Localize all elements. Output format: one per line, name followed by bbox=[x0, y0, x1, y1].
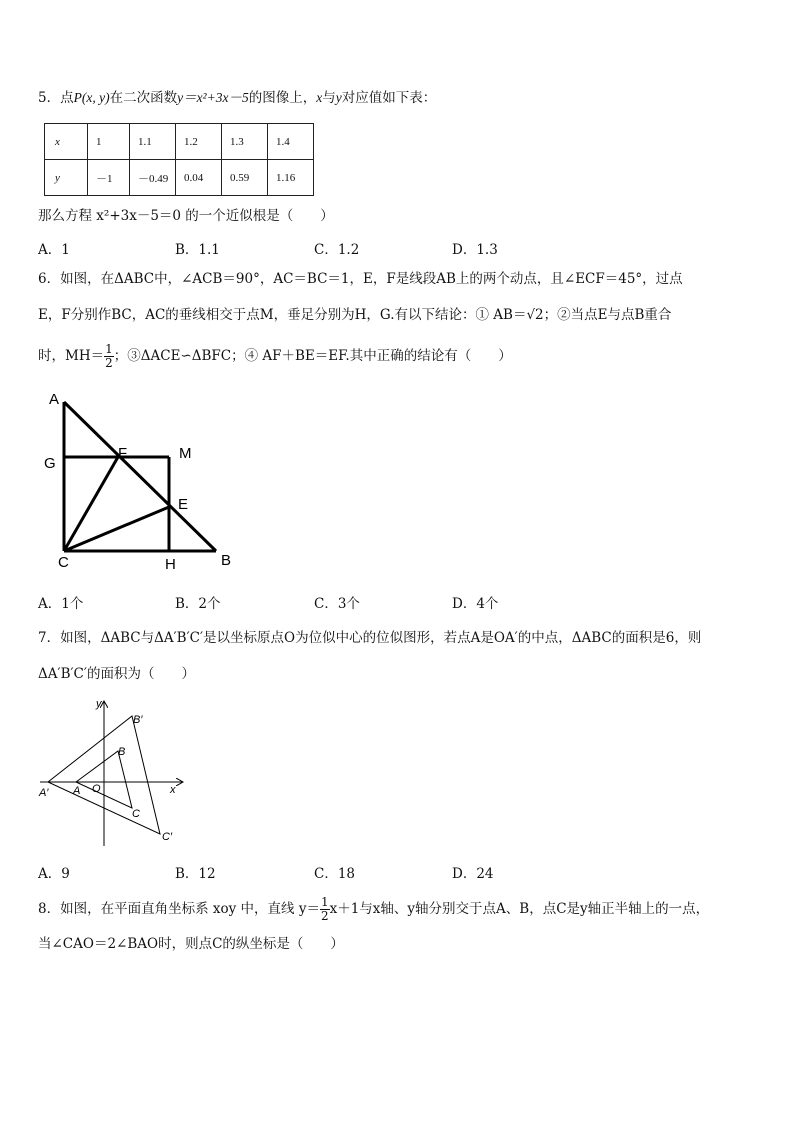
segment-cf bbox=[64, 457, 118, 551]
q7-stem-line1: 7．如图，ΔABC与ΔA′B′C′是以坐标原点O为位似中心的位似图形，若点A是OA′的中点，ΔABC的面积是6，则 bbox=[38, 630, 702, 646]
q5-stem: 5．点P(x, y)在二次函数y＝x²+3x－5的图像上，x与y对应值如下表： bbox=[38, 90, 437, 106]
q7-options bbox=[38, 862, 738, 882]
q6-stem-line1: 6．如图，在ΔABC中，∠ACB＝90°，AC＝BC＝1，E，F是线段AB上的两个动点，且∠ECF＝45°，过点 bbox=[38, 271, 683, 287]
q5-question: 那么方程 x²+3x－5＝0 的一个近似根是（ ） bbox=[38, 208, 334, 224]
option-c[interactable]: C．18 bbox=[314, 866, 356, 882]
label-b: B bbox=[118, 746, 126, 758]
q8-stem-line2: 当∠CAO＝2∠BAO时，则点C的纵坐标是（ ） bbox=[38, 936, 344, 952]
label-f: F bbox=[118, 445, 128, 462]
label-y: y bbox=[96, 698, 102, 710]
label-b: B bbox=[221, 552, 232, 569]
q5-options bbox=[38, 238, 738, 258]
label-g: G bbox=[44, 455, 56, 472]
table-row: y －1 －0.49 0.04 0.59 1.16 bbox=[45, 160, 314, 196]
label-a-prime: A′ bbox=[39, 787, 49, 799]
q6-options bbox=[38, 592, 738, 612]
option-b[interactable]: B．2个 bbox=[175, 596, 221, 612]
label-o: O bbox=[92, 783, 101, 795]
label-e: E bbox=[178, 496, 189, 513]
q8-stem-line1: 8．如图，在平面直角坐标系 xoy 中，直线 y＝ $\frac{1}{2}$ x＋1与x轴、y轴分别交于点A、B，点C是y轴正半轴上的一点， bbox=[38, 895, 710, 923]
label-a: A bbox=[49, 391, 60, 408]
label-m: M bbox=[179, 445, 192, 462]
label-a: A bbox=[73, 785, 81, 797]
q6-stem-line3: 时，MH＝ $\frac{1}{2}$ ；③ΔACE∽ΔBFC；④ AF＋BE＝EF.其中正确的结论有（ ） bbox=[38, 342, 512, 370]
option-b[interactable]: B．12 bbox=[175, 866, 216, 882]
q7-stem-line2: ΔA′B′C′的面积为（ ） bbox=[38, 666, 195, 682]
option-a[interactable]: A．1 bbox=[38, 242, 70, 258]
label-b-prime: B′ bbox=[133, 714, 143, 726]
option-d[interactable]: D．4个 bbox=[452, 596, 499, 612]
segment-ab bbox=[64, 402, 216, 551]
label-c: C bbox=[58, 554, 69, 571]
label-c-prime: C′ bbox=[162, 831, 173, 843]
label-c: C bbox=[132, 808, 140, 820]
option-b[interactable]: B．1.1 bbox=[175, 242, 220, 258]
segment-ce bbox=[64, 507, 169, 551]
label-x: x bbox=[170, 784, 176, 796]
option-c[interactable]: C．3个 bbox=[314, 596, 360, 612]
q6-stem-line2: E，F分别作BC，AC的垂线相交于点M，垂足分别为H，G.有以下结论：① AB＝√2；②当点E与点B重合 bbox=[38, 307, 672, 323]
option-d[interactable]: D．24 bbox=[452, 866, 494, 882]
value-table bbox=[44, 123, 314, 196]
similarity-figure bbox=[36, 694, 196, 854]
fraction: $\frac{1}{2}$ bbox=[105, 342, 113, 370]
option-c[interactable]: C．1.2 bbox=[314, 242, 360, 258]
option-a[interactable]: A．1个 bbox=[38, 596, 84, 612]
label-h: H bbox=[165, 556, 176, 573]
table-row: x 1 1.1 1.2 1.3 1.4 bbox=[45, 124, 314, 160]
option-a[interactable]: A．9 bbox=[38, 866, 70, 882]
triangle-figure bbox=[38, 388, 248, 578]
fraction: $\frac{1}{2}$ bbox=[320, 895, 329, 923]
option-d[interactable]: D．1.3 bbox=[452, 242, 498, 258]
